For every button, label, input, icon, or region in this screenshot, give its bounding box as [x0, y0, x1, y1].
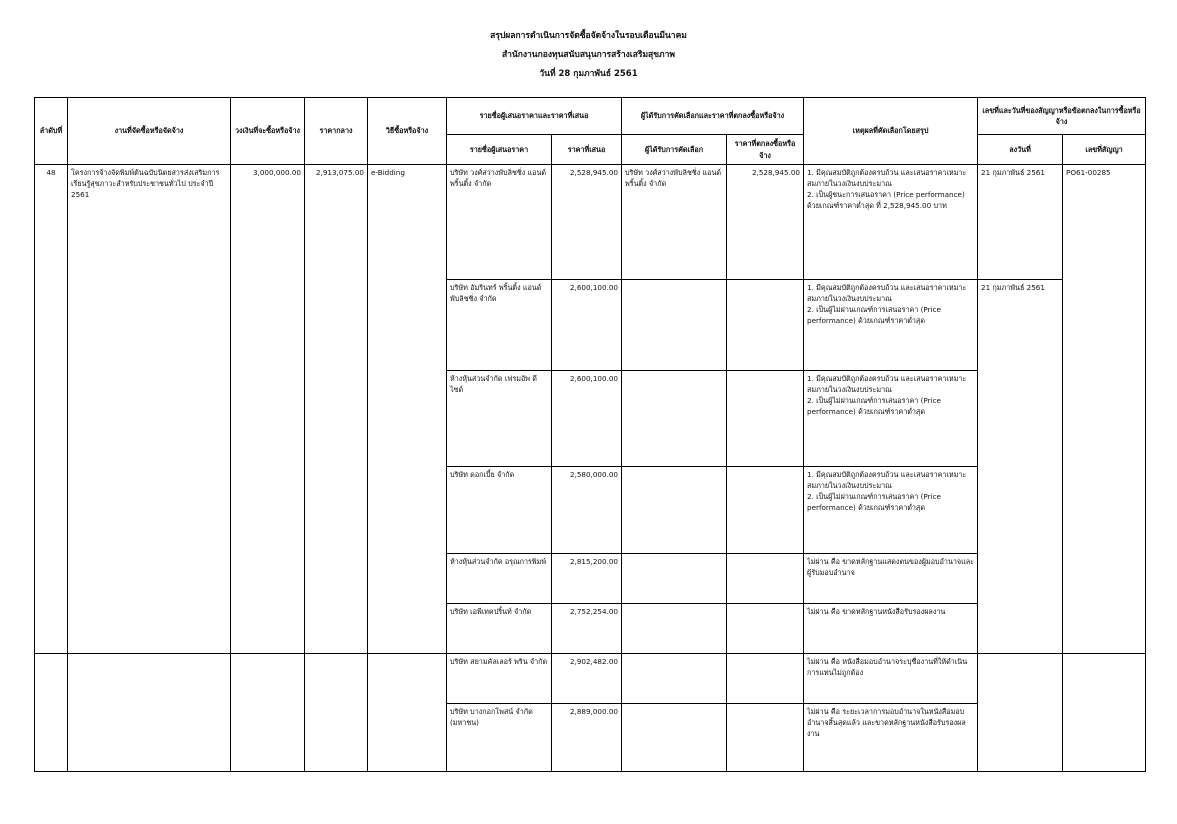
- reason-line: 1. มีคุณสมบัติถูกต้องครบถ้วน และเสนอราคาเหมาะสมภายในวงเงินงบประมาณ: [807, 168, 967, 189]
- bidder-name: บริษัท เอพีเทคปริ้นท์ จำกัด: [447, 604, 552, 654]
- selected-name: [622, 554, 727, 604]
- bidder-name: ห้างหุ้นส่วนจำกัด อรุณการพิมพ์: [447, 554, 552, 604]
- col-contract-group: เลขที่และวันที่ของสัญญาหรือข้อตกลงในการซื้อหรือจ้าง: [978, 98, 1146, 135]
- selected-name: [622, 604, 727, 654]
- bidder-name: บริษัท อัมรินทร์ พริ้นติ้ง แอนด์ พับลิชชิ่ง จำกัด: [447, 280, 552, 371]
- bidder-name: บริษัท บางกอกโพสน์ จำกัด (มหาชน): [447, 704, 552, 772]
- bid-price: 2,600,100.00: [552, 280, 622, 371]
- bid-price: 2,600,100.00: [552, 371, 622, 467]
- reason-line: 2. เป็นผู้ไม่ผ่านเกณฑ์การเสนอราคา (Price performance) ด้วยเกณฑ์ราคาต่ำสุด: [807, 396, 941, 417]
- reason: ไม่ผ่าน คือ ขาดหลักฐานหนังสือรับรองผลงาน: [804, 604, 978, 654]
- bid-price: 2,815,200.00: [552, 554, 622, 604]
- agreed-price: [727, 280, 804, 371]
- col-work: งานที่จัดซื้อหรือจัดจ้าง: [68, 98, 231, 165]
- project-median-price: 2,913,075.00: [305, 165, 368, 654]
- col-bidder-name: รายชื่อผู้เสนอราคา: [447, 135, 552, 165]
- bid-price: 2,528,945.00: [552, 165, 622, 280]
- empty-cell: [305, 654, 368, 772]
- doc-title: สรุปผลการดำเนินการจัดซื้อจัดจ้างในรอบเดือนมีนาคม: [490, 31, 687, 41]
- project-seq: 48: [35, 165, 68, 654]
- procurement-table: [34, 97, 1146, 772]
- reason-line: 1. มีคุณสมบัติถูกต้องครบถ้วน และเสนอราคาเหมาะสมภายในวงเงินงบประมาณ: [807, 470, 967, 491]
- col-contract-no: เลขที่สัญญา: [1063, 135, 1146, 165]
- selected-name: [622, 371, 727, 467]
- bid-price: 2,580,000.00: [552, 467, 622, 554]
- reason: ไม่ผ่าน คือ หนังสือมอบอำนาจระบุชื่องานที่ให้ดำเนินการแทนไม่ถูกต้อง: [804, 654, 978, 704]
- project-budget: 3,000,000.00: [231, 165, 305, 654]
- agreed-price: [727, 704, 804, 772]
- reason-line: 1. มีคุณสมบัติถูกต้องครบถ้วน และเสนอราคาเหมาะสมภายในวงเงินงบประมาณ: [807, 374, 967, 395]
- bidder-name: ห้างหุ้นส่วนจำกัด เฟรมอัพ ดีไซด์: [447, 371, 552, 467]
- col-agreed-price: ราคาที่ตกลงซื้อหรือจ้าง: [727, 135, 804, 165]
- col-bid-price: ราคาที่เสนอ: [552, 135, 622, 165]
- agreed-price: [727, 371, 804, 467]
- col-seq: ลำดับที่: [35, 98, 68, 165]
- doc-subtitle: สำนักงานกองทุนสนับสนุนการสร้างเสริมสุขภาพ: [501, 50, 676, 60]
- reason: [804, 165, 978, 280]
- selected-name: [622, 704, 727, 772]
- reason-line: 2. เป็นผู้ไม่ผ่านเกณฑ์การเสนอราคา (Price performance) ด้วยเกณฑ์ราคาต่ำสุด: [807, 305, 941, 326]
- col-method: วิธีซื้อหรือจ้าง: [368, 98, 447, 165]
- col-reason: เหตุผลที่คัดเลือกโดยสรุป: [804, 98, 978, 165]
- reason-line: 1. มีคุณสมบัติถูกต้องครบถ้วน และเสนอราคาเหมาะสมภายในวงเงินงบประมาณ: [807, 283, 967, 304]
- bid-price: 2,902,482.00: [552, 654, 622, 704]
- agreed-price: [727, 554, 804, 604]
- agreed-price: [727, 604, 804, 654]
- selected-name: [622, 467, 727, 554]
- col-selected-name: ผู้ได้รับการคัดเลือก: [622, 135, 727, 165]
- empty-cell: [231, 654, 305, 772]
- table-row: [35, 654, 1146, 704]
- bid-price: 2,889,000.00: [552, 704, 622, 772]
- col-budget: วงเงินที่จะซื้อหรือจ้าง: [231, 98, 305, 165]
- agreed-price: 2,528,945.00: [727, 165, 804, 280]
- reason: [804, 467, 978, 554]
- project-title: โครงการจ้างจัดพิมพ์ต้นฉบับนิตยสารส่งเสริมการเรียนรู้สุขภาวะสำหรับประชาชนทั่วไป ประจำปี 2561: [68, 165, 231, 654]
- empty-cell: [68, 654, 231, 772]
- agreed-price: [727, 654, 804, 704]
- doc-date: วันที่ 28 กุมภาพันธ์ 2561: [539, 69, 638, 79]
- project-method: e-Bidding: [368, 165, 447, 654]
- reason: ไม่ผ่าน คือ ระยะเวลาการมอบอำนาจในหนังสือมอบอำนาจสิ้นสุดแล้ว และขาดหลักฐานหนังสือรับรองผลงาน: [804, 704, 978, 772]
- empty-cell: [368, 654, 447, 772]
- selected-name: [622, 654, 727, 704]
- table-row: [35, 165, 1146, 280]
- bidder-name: บริษัท สยามคัลเลอร์ พริน จำกัด: [447, 654, 552, 704]
- col-bidders-group: รายชื่อผู้เสนอราคาและราคาที่เสนอ: [447, 98, 622, 135]
- selected-name: [622, 280, 727, 371]
- reason-line: 2. เป็นผู้ไม่ผ่านเกณฑ์การเสนอราคา (Price performance) ด้วยเกณฑ์ราคาต่ำสุด: [807, 492, 941, 513]
- reason: [804, 280, 978, 371]
- contract-date: 21 กุมภาพันธ์ 2561: [978, 165, 1063, 280]
- reason: [804, 371, 978, 467]
- col-contract-date: ลงวันที่: [978, 135, 1063, 165]
- bid-price: 2,752,254.00: [552, 604, 622, 654]
- col-median: ราคากลาง: [305, 98, 368, 165]
- col-selected-group: ผู้ได้รับการคัดเลือกและราคาที่ตกลงซื้อหรือจ้าง: [622, 98, 804, 135]
- contract-date: [978, 654, 1063, 772]
- contract-no: PO61-00285: [1063, 165, 1146, 654]
- empty-cell: [35, 654, 68, 772]
- bidder-name: บริษัท ดอกเบี้ย จำกัด: [447, 467, 552, 554]
- reason: ไม่ผ่าน คือ ขาดหลักฐานแสดงตนของผู้มอบอำนาจและผู้รับมอบอำนาจ: [804, 554, 978, 604]
- selected-name: บริษัท วงศ์สว่างพับลิชชิ่ง แอนด์ พริ้นติ้ง จำกัด: [622, 165, 727, 280]
- reason-line: 2. เป็นผู้ชนะการเสนอราคา (Price performance) ด้วยเกณฑ์ราคาต่ำสุด ที่ 2,528,945.00 บาท: [807, 190, 965, 211]
- empty-cell: [1063, 654, 1146, 772]
- bidder-name: บริษัท วงศ์สว่างพับลิชชิ่ง แอนด์ พริ้นติ้ง จำกัด: [447, 165, 552, 280]
- contract-date: 21 กุมภาพันธ์ 2561: [978, 280, 1063, 654]
- agreed-price: [727, 467, 804, 554]
